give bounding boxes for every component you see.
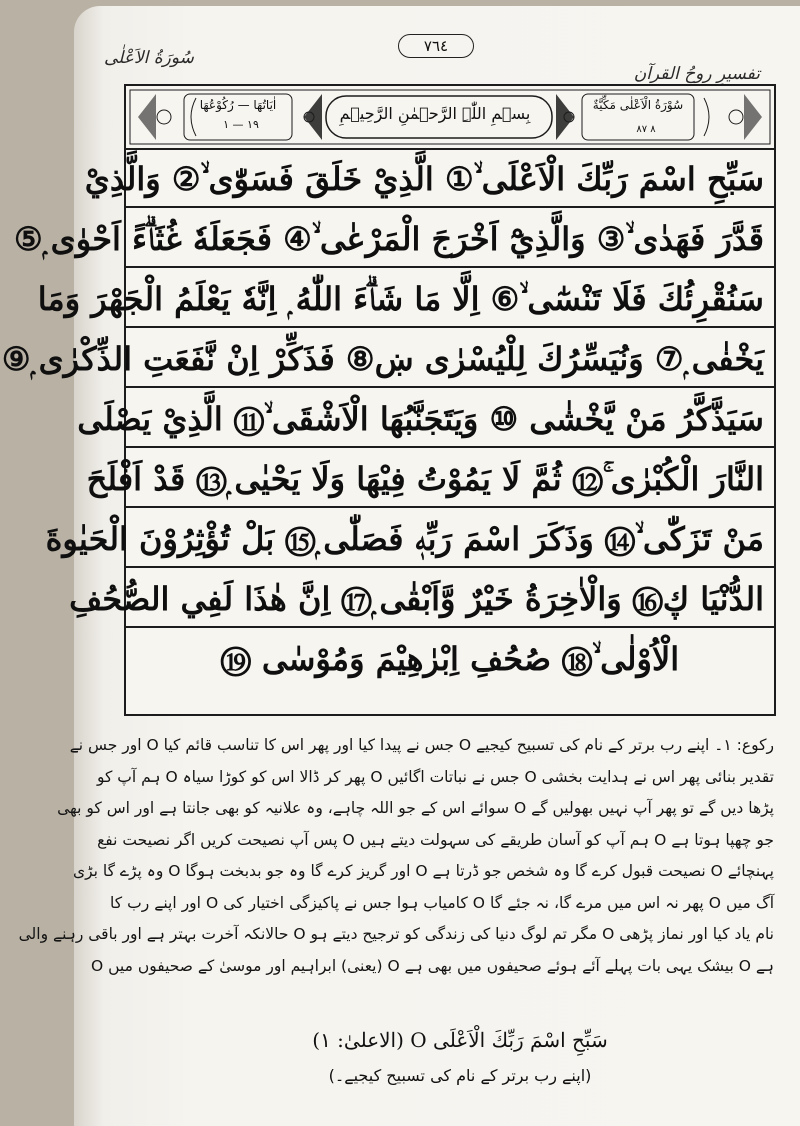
reference-translation: (اپنے رب برتر کے نام کی تسبیح کیجیے۔) <box>328 1066 592 1085</box>
translation-line: پہنچائے O نصیحت قبول کرے گا وہ شخص جو ڈرتا ہے O اور گریز کرے گا وہ جو بدبخت ہوگا O وہ پڑے گا بڑی <box>72 862 774 880</box>
translation-line: تقدیر بنائی پھر اس نے ہدایت بخشی O جس نے نباتات اگائیں O پھر کر ڈالا اس کو کوڑا سیاہ O ہم آپ کو <box>96 767 774 786</box>
bismillah: بِسۡمِ اللّٰہِ الرَّحۡمٰنِ الرَّحِیۡمِ <box>339 104 531 123</box>
translation-line: رکوع: ۱۔ اپنے رب برتر کے نام کی تسبیح کیجیے O جس نے پیدا کیا اور پھر اس کا تناسب قائم کیا O اور جس نے <box>69 736 774 754</box>
verse-line: قَدَّرَ فَهَدٰى ۙ③ وَالَّذِيْٓ اَخْرَجَ الْمَرْعٰى ۙ④ فَجَعَلَهٗ غُثَاۗءً اَحْوٰى ۭ⑤ <box>126 210 774 268</box>
verse-line: النَّارَ الْكُبْرٰى ۚ⑫ ثُمَّ لَا يَمُوْتُ فِيْهَا وَلَا يَحْيٰى ۭ⑬ قَدْ اَفْلَحَ <box>126 450 774 508</box>
verse-line: يَخْفٰى ۭ⑦ وَنُيَسِّرُكَ لِلْيُسْرٰى ښ⑧ فَذَكِّرْ اِنْ نَّفَعَتِ الذِّكْرٰى ۭ⑨ <box>126 330 774 388</box>
translation-line: جو چھپا ہوتا ہے O ہم آپ کو آسان طریقے کی سہولت دیتے ہیں O پس آپ نصیحت کریں اگر نصیحت نفع <box>97 830 774 849</box>
page-number: ٧٦٤ <box>398 34 474 58</box>
verse-line: سَيَذَّكَّرُ مَنْ يَّخْشٰى ⑩ وَيَتَجَنَّبُهَا الْاَشْقَى ۙ⑪ الَّذِيْ يَصْلَى <box>126 390 774 448</box>
translation-line: آگ میں O پھر نہ اس میں مرے گا، نہ جئے گا O کامیاب ہوا جس نے پاکیزگی اختیار کی O اور اپنے رب کا <box>110 893 774 912</box>
urdu-translation <box>18 730 774 982</box>
translation-line: ہے O بیشک یہی بات پہلے آئے ہوئے صحیفوں میں بھی ہے O (یعنی) ابراہیم اور موسیٰ کے صحیفوں میں O <box>91 956 774 975</box>
book-running-head: تفسیرِ روحُ القرآن <box>633 64 760 84</box>
ayat-ruku-label: اٰيَاتُهَا — رُكُوْعُهَا <box>199 98 277 112</box>
verse-line: مَنْ تَزَكّٰى ۙ⑭ وَذَكَرَ اسْمَ رَبِّهٖ فَصَلّٰى ۭ⑮ بَلْ تُؤْثِرُوْنَ الْحَيٰوةَ <box>126 510 774 568</box>
surah-banner <box>126 86 774 150</box>
surah-name-label: سُوْرَةُ الْاَعْلٰى مَكِّيَّةٌ <box>592 98 684 112</box>
translation-line: پڑھا دیں گے تو پھر آپ نہیں بھولیں گے O سوائے اس کے جو اللہ چاہے، وہ علانیہ کو بھی جانتا ہے اور اس کو بھی <box>57 799 774 817</box>
verse-line: الدُّنْيَا ڮ⑯ وَالْاٰخِرَةُ خَيْرٌ وَّاَبْقٰى ۭ⑰ اِنَّ هٰذَا لَفِي الصُّحُفِ <box>126 570 774 628</box>
ayat-ruku-numbers: ١٩ — ١ <box>223 118 259 131</box>
verse-line: سَنُقْرِئُكَ فَلَا تَنْسٰٓى ۙ⑥ اِلَّا مَا شَاۗءَ اللّٰهُ ۭ اِنَّهٗ يَعْلَمُ الْجَهْرَ وَمَا <box>126 270 774 328</box>
verse-line: الْاُوْلٰى ۙ⑱ صُحُفِ اِبْرٰهِيْمَ وَمُوْسٰى ⑲ <box>220 640 680 678</box>
verse-reference: سَبِّحِ اسْمَ رَبِّكَ الْاَعْلَى O (الاعلیٰ: ۱) <box>312 1028 608 1052</box>
surah-running-head: سُورَةُ الاَعْلٰى <box>104 48 194 68</box>
translation-line: نام یاد کیا اور نماز پڑھی O مگر تم لوگ دنیا کی زندگی کو ترجیح دیتے ہو O حالانکہ آخرت بہتر ہے اور باقی رہنے والی <box>18 925 774 943</box>
verse-line: سَبِّحِ اسْمَ رَبِّكَ الْاَعْلَى ۙ① الَّذِيْ خَلَقَ فَسَوّٰى ۙ② وَالَّذِيْ <box>126 150 774 208</box>
quran-text-frame <box>1 84 776 716</box>
surah-numbers: ٨ ٨٧ <box>636 124 656 135</box>
